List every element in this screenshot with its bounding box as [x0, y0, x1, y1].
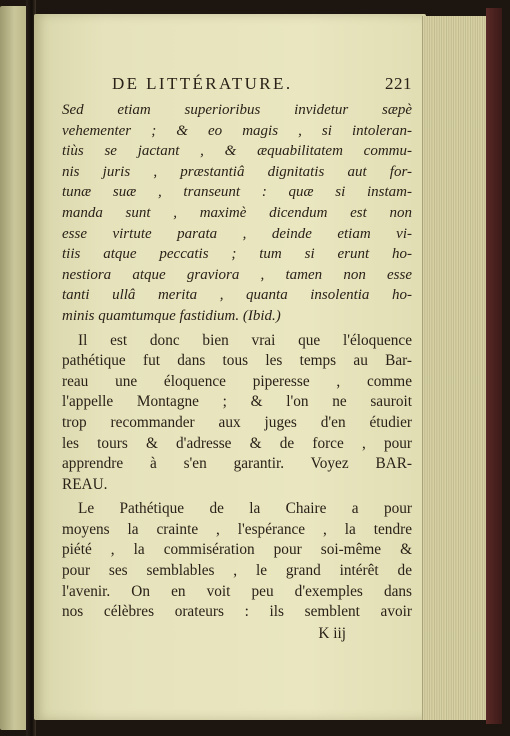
facing-page-edge: [0, 6, 26, 730]
latin-line: tiùs se jactant , & æquabilitatem commu-: [62, 143, 412, 160]
text-line: pathétique fut dans tous les temps au Bar-: [62, 352, 412, 370]
text-line: pour ses semblables , le grand intérêt de: [62, 562, 412, 580]
latin-line: vehementer ; & eo magis , si intoleran-: [62, 122, 412, 139]
latin-line: minis quamtumque fastidium. (Ibid.): [62, 307, 281, 324]
latin-line: nestiora atque graviora , tamen non esse: [62, 266, 412, 283]
text-line: piété , la commisération pour soi-même &: [62, 541, 412, 559]
text-line: l'avenir. On en voit peu d'exemples dans: [62, 582, 412, 600]
text-line: REAU.: [62, 475, 108, 493]
text-line: trop recommander aux juges d'en étudier: [62, 413, 412, 431]
latin-line: tanti ullâ merita , quanta insolentia ho-: [62, 287, 412, 304]
latin-line: nis juris , præstantiâ dignitatis aut for-: [62, 163, 412, 180]
book-cover-edge: [486, 8, 502, 724]
text-line: moyens la crainte , l'espérance , la tendre: [62, 520, 412, 538]
latin-quotation: [62, 100, 412, 327]
latin-line: tiis atque peccatis ; tum si erunt ho-: [62, 246, 412, 263]
text-line: apprendre à s'en garantir. Voyez BAR-: [62, 455, 412, 473]
text-line: nos célèbres orateurs : ils semblent avoir: [62, 603, 412, 621]
latin-line: tunæ suæ , transeunt : quæ si instam-: [62, 184, 412, 201]
text-line: Il est donc bien vrai que l'éloquence: [78, 331, 412, 349]
text-line: les tours & d'adresse & de force , pour: [62, 434, 412, 452]
running-head-title: DE LITTÉRATURE.: [112, 74, 293, 93]
page-text: [62, 74, 412, 645]
page-block-edges: [422, 16, 489, 720]
paragraph-pathetique-chaire: [62, 499, 412, 623]
running-head: [62, 74, 412, 100]
text-line: reau une éloquence piperesse , comme: [62, 372, 412, 390]
latin-line: manda sunt , maximè dicendum est non: [62, 204, 412, 221]
text-line: Le Pathétique de la Chaire a pour: [78, 500, 412, 518]
text-line: l'appelle Montagne ; & l'on ne sauroit: [62, 393, 412, 411]
page-number: 221: [385, 74, 412, 93]
signature-mark: K iij: [318, 624, 346, 642]
latin-line: esse virtute parata , deinde etiam vi-: [62, 225, 412, 242]
latin-line: Sed etiam superioribus invidetur sæpè: [62, 102, 412, 118]
paragraph-pathetique-barreau: [62, 331, 412, 496]
